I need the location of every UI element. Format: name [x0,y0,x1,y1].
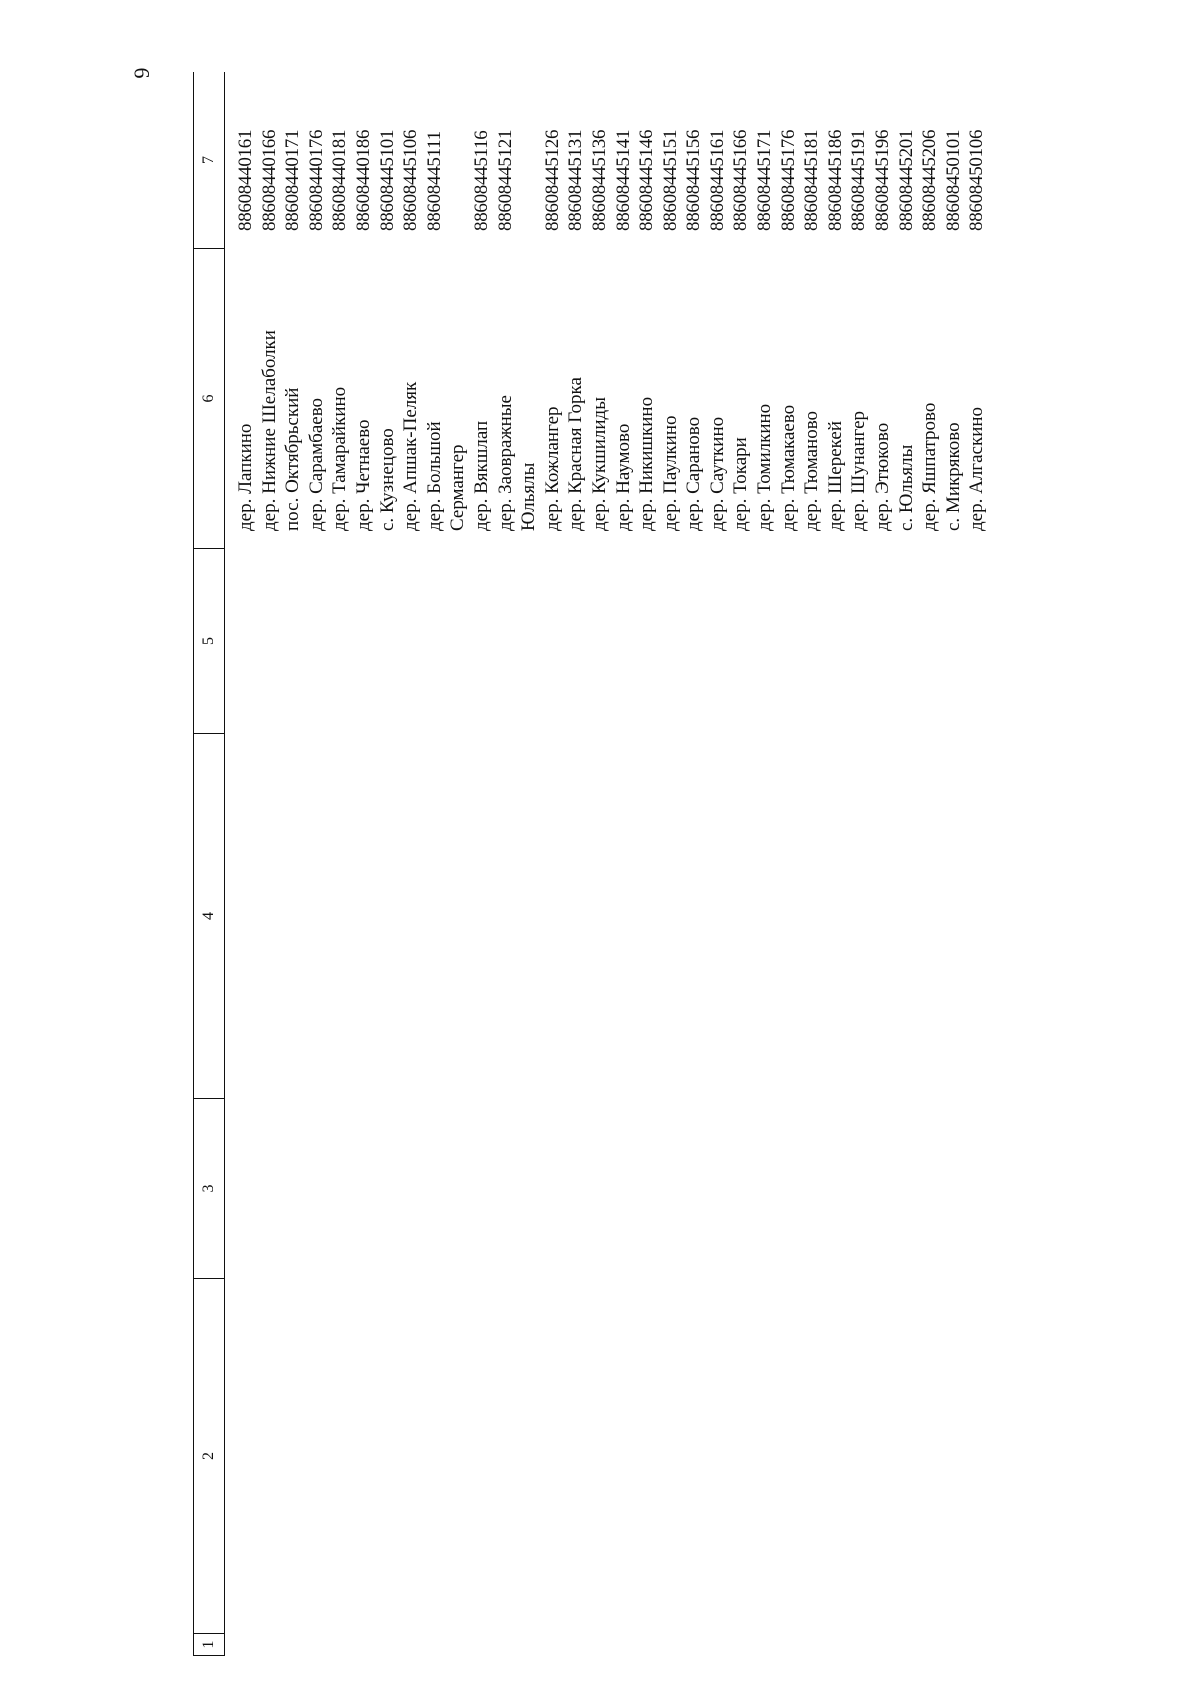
table-header-row [193,72,225,1656]
oktmo-code: 88608445186 [824,129,846,231]
oktmo-code: 88608445121 [494,129,516,231]
table-row [305,72,329,1656]
settlement-name: с. Юльялы [895,444,917,531]
table-row [470,72,494,1656]
table-row [777,72,801,1656]
table-row [918,72,942,1656]
column-header-4: 4 [194,734,224,1099]
table-row [659,72,683,1656]
settlement-name: дер. Четнаево [352,419,374,531]
table-row [635,72,659,1656]
table-row [564,72,588,1656]
oktmo-code: 88608445101 [376,129,398,231]
settlement-name: дер. Шунангер [848,410,870,531]
oktmo-code: 88608445176 [777,129,799,231]
table-row [800,72,824,1656]
settlement-name: дер. Сарамбаево [305,397,327,531]
table-row [376,72,400,1656]
settlement-name: дер. Этюково [872,422,894,531]
table-row [541,72,565,1656]
oktmo-code: 88608440181 [329,129,351,231]
oktmo-code: 88608440171 [282,129,304,231]
table-row [706,72,730,1656]
settlement-name: дер. Томилкино [754,403,776,531]
settlement-name: дер. Тюманово [801,410,823,531]
oktmo-code: 88608445126 [541,129,563,231]
oktmo-code: 88608445196 [872,129,894,231]
oktmo-code: 88608445206 [919,129,941,231]
oktmo-code: 88608445191 [848,129,870,231]
oktmo-code: 88608440166 [258,129,280,231]
table-row [258,72,282,1656]
oktmo-code: 88608445146 [636,129,658,231]
settlement-name: дер. Тюмакаево [777,404,799,531]
page-number: 6 [129,67,155,79]
table-row [234,72,258,1656]
oktmo-code: 88608445161 [706,129,728,231]
settlement-name: дер. Кукшилиды [588,397,610,531]
column-header-3: 3 [194,1099,224,1279]
table-row [328,72,352,1656]
settlement-name: дер. Апшак-Пеляк [400,381,422,531]
oktmo-code: 88608450101 [942,129,964,231]
table-row [753,72,777,1656]
oktmo-code: 88608445131 [565,129,587,231]
oktmo-code: 88608440161 [235,129,256,231]
table-row [423,72,447,1656]
settlement-name: дер. Наумово [612,423,634,531]
oktmo-code: 88608445136 [588,129,610,231]
table-row [682,72,706,1656]
oktmo-code: 88608440186 [352,129,374,231]
settlement-name: дер. Сараново [683,416,705,531]
table-row [494,72,518,1656]
settlement-name: дер. Яшпатрово [919,402,941,531]
settlement-name: дер. Тамарайкино [329,386,351,531]
table-row [871,72,895,1656]
table-row [446,72,470,1656]
settlement-name: дер. Красная Горка [565,377,587,531]
oktmo-code: 88608445171 [754,129,776,231]
table-row [847,72,871,1656]
oktmo-code: 88608445116 [470,130,492,231]
oktmo-code: 88608445181 [801,129,823,231]
settlement-name: дер. Сауткино [706,416,728,531]
settlement-name: дер. Никишкино [636,396,658,531]
settlement-name: дер. Вякшлап [470,420,492,531]
oktmo-code: 88608440176 [305,129,327,231]
settlement-name: с. Кузнецово [376,428,398,531]
settlement-name: пос. Октябрьский [282,387,304,531]
table-row [352,72,376,1656]
table-row [729,72,753,1656]
settlement-name: Юльялы [518,462,540,531]
settlement-name: дер. Кожлангер [541,406,563,531]
oktmo-code: 88608445111 [423,131,445,231]
table-row [965,72,989,1656]
rotated-table [193,72,993,1656]
settlement-name: дер. Шерекей [824,421,846,531]
oktmo-code: 88608445106 [400,129,422,231]
table-row [942,72,966,1656]
settlement-name: дер. Алгаскино [966,406,988,531]
settlement-name: дер. Нижние Шелаболки [258,330,280,531]
table-row [612,72,636,1656]
settlement-name: дер. Лапкино [235,423,256,531]
oktmo-code: 88608445156 [683,129,705,231]
oktmo-code: 88608445151 [659,129,681,231]
column-header-6: 6 [194,249,224,549]
table-row [399,72,423,1656]
oktmo-code: 88608445141 [612,129,634,231]
settlement-name: дер. Заовражные [494,395,516,531]
column-header-5: 5 [194,549,224,734]
table-row [824,72,848,1656]
column-header-7: 7 [194,72,224,249]
column-header-1: 1 [194,1634,224,1656]
table-row [517,72,541,1656]
column-header-2: 2 [194,1279,224,1634]
settlement-name: Сермангер [447,444,469,531]
oktmo-code: 88608445201 [895,129,917,231]
settlement-name: с. Микряково [942,422,964,531]
table-body [234,72,989,1656]
table-row [281,72,305,1656]
settlement-name: дер. Токари [730,437,752,531]
oktmo-code: 88608445166 [730,129,752,231]
table-row [895,72,919,1656]
oktmo-code: 88608450106 [966,129,988,231]
settlement-name: дер. Паулкино [659,415,681,531]
table-row [588,72,612,1656]
settlement-name: дер. Большой [423,421,445,531]
